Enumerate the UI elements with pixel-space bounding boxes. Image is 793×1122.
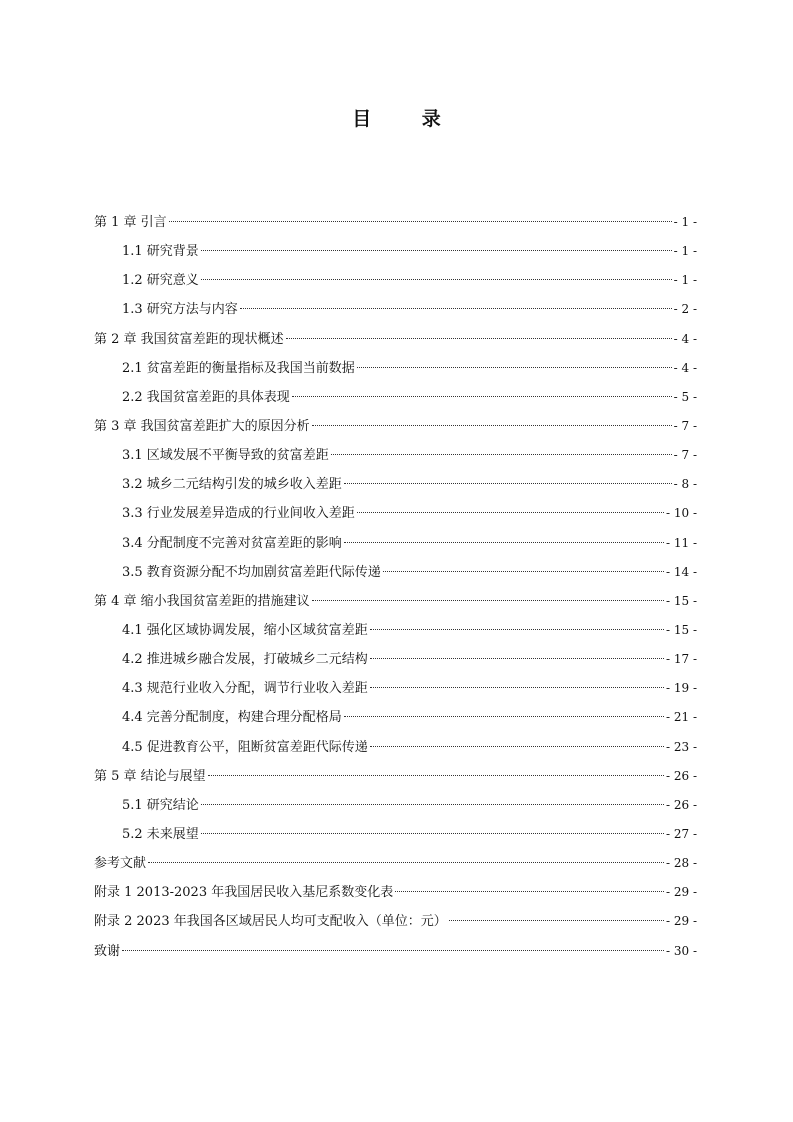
toc-dot-leader — [312, 600, 664, 601]
toc-dot-leader — [208, 775, 664, 776]
toc-dot-leader — [449, 920, 664, 921]
toc-entry-label: 4.2 推进城乡融合发展，打破城乡二元结构 — [122, 652, 368, 668]
toc-entry[interactable] — [94, 703, 697, 732]
toc-entry[interactable] — [94, 849, 697, 878]
toc-entry-label: 3.1 区域发展不平衡导致的贫富差距 — [122, 448, 329, 464]
table-of-contents — [94, 208, 697, 966]
toc-dot-leader — [357, 512, 664, 513]
toc-entry-page: - 15 - — [665, 593, 697, 608]
toc-entry-label: 5.2 未来展望 — [122, 826, 199, 842]
page-title: 目 录 — [352, 108, 463, 130]
toc-dot-leader — [370, 746, 664, 747]
toc-entry-label: 致谢 — [94, 943, 121, 959]
toc-entry-page: - 30 - — [665, 943, 697, 958]
toc-entry-label: 第 1 章 引言 — [94, 215, 167, 230]
toc-entry-page: - 4 - — [673, 360, 697, 375]
toc-entry-page: - 23 - — [665, 739, 697, 754]
toc-entry-label: 4.1 强化区域协调发展，缩小区域贫富差距 — [122, 622, 368, 638]
toc-entry-label: 5.1 研究结论 — [122, 797, 199, 813]
toc-dot-leader — [286, 338, 672, 339]
toc-entry-label: 2.1 贫富差距的衡量指标及我国当前数据 — [122, 360, 355, 376]
toc-entry-label: 4.4 完善分配制度，构建合理分配格局 — [122, 710, 342, 726]
toc-entry-page: - 7 - — [673, 418, 697, 433]
toc-entry-page: - 26 - — [665, 768, 697, 783]
toc-entry-page: - 1 - — [673, 273, 697, 288]
toc-entry[interactable] — [94, 208, 697, 237]
toc-dot-leader — [292, 396, 672, 397]
toc-dot-leader — [201, 250, 672, 251]
toc-entry-page: - 5 - — [673, 389, 697, 404]
toc-entry-label: 4.3 规范行业收入分配，调节行业收入差距 — [122, 681, 368, 697]
toc-dot-leader — [122, 950, 664, 951]
toc-entry[interactable] — [94, 820, 697, 849]
toc-entry[interactable] — [94, 499, 697, 528]
toc-entry-page: - 11 - — [665, 535, 697, 550]
toc-entry[interactable] — [94, 791, 697, 820]
toc-entry[interactable] — [94, 383, 697, 412]
toc-entry-label: 3.4 分配制度不完善对贫富差距的影响 — [122, 535, 342, 551]
toc-dot-leader — [240, 308, 672, 309]
toc-dot-leader — [169, 221, 672, 222]
toc-entry[interactable] — [94, 325, 697, 354]
toc-entry[interactable] — [94, 587, 697, 616]
toc-entry-page: - 1 - — [673, 244, 697, 259]
toc-entry-label: 3.5 教育资源分配不均加剧贫富差距代际传递 — [122, 564, 381, 580]
toc-entry-label: 1.2 研究意义 — [122, 273, 199, 289]
toc-entry-page: - 26 - — [665, 797, 697, 812]
toc-dot-leader — [344, 542, 664, 543]
toc-entry[interactable] — [94, 354, 697, 383]
toc-dot-leader — [312, 425, 672, 426]
toc-entry[interactable] — [94, 762, 697, 791]
toc-entry-page: - 28 - — [665, 856, 697, 871]
toc-dot-leader — [148, 862, 664, 863]
toc-entry[interactable] — [94, 645, 697, 674]
toc-entry-label: 参考文献 — [94, 856, 147, 872]
toc-entry-label: 3.3 行业发展差异造成的行业间收入差距 — [122, 506, 355, 522]
toc-entry-label: 第 4 章 缩小我国贫富差距的措施建议 — [94, 593, 310, 609]
toc-entry[interactable] — [94, 412, 697, 441]
toc-entry-label: 附录 1 2013-2023 年我国居民收入基尼系数变化表 — [94, 885, 394, 901]
toc-entry-label: 第 5 章 结论与展望 — [94, 768, 206, 784]
toc-entry-page: - 1 - — [673, 215, 697, 229]
toc-dot-leader — [395, 891, 664, 892]
toc-entry[interactable] — [94, 470, 697, 499]
toc-entry-page: - 27 - — [665, 826, 697, 841]
toc-entry-label: 2.2 我国贫富差距的具体表现 — [122, 389, 290, 405]
toc-entry-label: 附录 2 2023 年我国各区域居民人均可支配收入（单位：元） — [94, 914, 447, 930]
toc-entry-page: - 29 - — [665, 885, 697, 900]
toc-entry-page: - 8 - — [673, 477, 697, 492]
toc-entry[interactable] — [94, 295, 697, 324]
toc-entry[interactable] — [94, 266, 697, 295]
toc-entry-page: - 14 - — [665, 564, 697, 579]
toc-entry[interactable] — [94, 733, 697, 762]
toc-entry-label: 1.3 研究方法与内容 — [122, 302, 238, 318]
toc-entry-page: - 29 - — [665, 914, 697, 929]
toc-dot-leader — [201, 804, 664, 805]
toc-entry-page: - 17 - — [665, 652, 697, 667]
toc-entry-page: - 21 - — [665, 710, 697, 725]
toc-dot-leader — [344, 483, 672, 484]
toc-entry-page: - 15 - — [665, 622, 697, 637]
toc-entry-page: - 4 - — [673, 331, 697, 346]
toc-dot-leader — [383, 571, 664, 572]
toc-entry[interactable] — [94, 441, 697, 470]
toc-entry[interactable] — [94, 937, 697, 966]
toc-dot-leader — [201, 279, 672, 280]
toc-dot-leader — [331, 454, 672, 455]
toc-entry-label: 第 3 章 我国贫富差距扩大的原因分析 — [94, 418, 310, 434]
toc-entry[interactable] — [94, 558, 697, 587]
toc-entry[interactable] — [94, 907, 697, 936]
toc-dot-leader — [370, 658, 664, 659]
toc-entry-label: 4.5 促进教育公平，阻断贫富差距代际传递 — [122, 739, 368, 755]
toc-entry[interactable] — [94, 529, 697, 558]
toc-entry-page: - 7 - — [673, 448, 697, 463]
toc-entry[interactable] — [94, 878, 697, 907]
toc-entry[interactable] — [94, 616, 697, 645]
toc-entry-page: - 2 - — [673, 302, 697, 317]
toc-entry-page: - 10 - — [665, 506, 697, 521]
toc-entry[interactable] — [94, 674, 697, 703]
toc-dot-leader — [201, 833, 664, 834]
toc-dot-leader — [357, 367, 672, 368]
toc-dot-leader — [370, 687, 664, 688]
toc-entry-label: 第 2 章 我国贫富差距的现状概述 — [94, 331, 284, 347]
toc-entry[interactable] — [94, 237, 697, 266]
toc-dot-leader — [370, 629, 664, 630]
toc-entry-page: - 19 - — [665, 681, 697, 696]
toc-entry-label: 3.2 城乡二元结构引发的城乡收入差距 — [122, 477, 342, 493]
toc-entry-label: 1.1 研究背景 — [122, 244, 199, 260]
toc-dot-leader — [344, 716, 664, 717]
